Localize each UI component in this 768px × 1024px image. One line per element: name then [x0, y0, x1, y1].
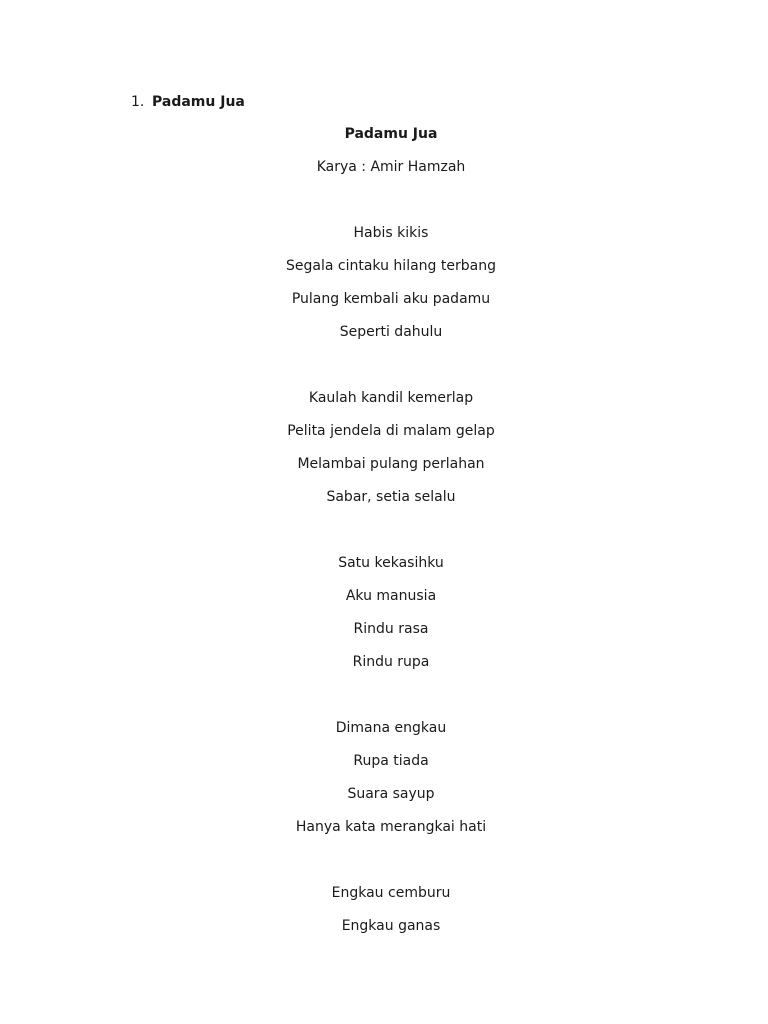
stanza-gap: [0, 520, 768, 553]
poem-line: Seperti dahulu: [339, 324, 443, 340]
poem-line: Aku manusia: [345, 588, 437, 604]
section-heading-text: Padamu Jua: [152, 94, 245, 110]
list-number: 1.: [131, 94, 145, 110]
poem-line: Habis kikis: [353, 225, 429, 241]
poem: [0, 124, 768, 949]
poem-line: Engkau cemburu: [331, 885, 451, 901]
poem-title: Padamu Jua: [344, 126, 438, 142]
poem-line: Engkau ganas: [341, 918, 441, 934]
section-heading: [131, 92, 245, 112]
stanza-1: [0, 223, 768, 355]
poem-line: Hanya kata merangkai hati: [295, 819, 487, 835]
stanza-3: [0, 553, 768, 685]
poem-line: Rindu rasa: [353, 621, 429, 637]
poem-line: Suara sayup: [347, 786, 435, 802]
poem-line: Dimana engkau: [335, 720, 447, 736]
poem-line: Pulang kembali aku padamu: [291, 291, 491, 307]
poem-line: Rindu rupa: [352, 654, 430, 670]
stanza-gap: [0, 355, 768, 388]
poem-line: Sabar, setia selalu: [326, 489, 456, 505]
poem-author: Karya : Amir Hamzah: [316, 159, 466, 175]
poem-line: Kaulah kandil kemerlap: [308, 390, 474, 406]
poem-line: Melambai pulang perlahan: [297, 456, 485, 472]
stanza-gap: [0, 190, 768, 223]
stanza-gap: [0, 850, 768, 883]
poem-line: Segala cintaku hilang terbang: [286, 258, 496, 274]
stanza-gap: [0, 685, 768, 718]
stanza-2: [0, 388, 768, 520]
stanza-4: [0, 718, 768, 850]
poem-line: Pelita jendela di malam gelap: [287, 423, 495, 439]
stanza-5: [0, 883, 768, 949]
poem-line: Satu kekasihku: [338, 555, 444, 571]
poem-line: Rupa tiada: [353, 753, 429, 769]
